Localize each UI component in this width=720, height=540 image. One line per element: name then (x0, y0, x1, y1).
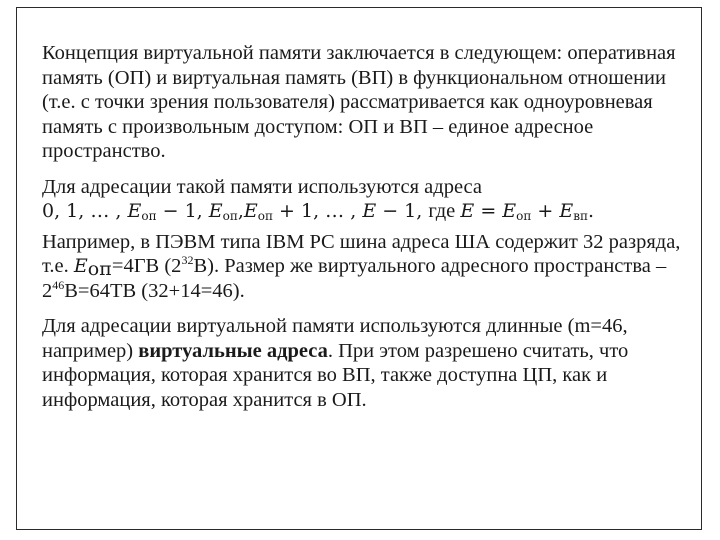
virtual-addresses-term: виртуальные адреса (138, 339, 328, 362)
formula-sub-op: оп (141, 209, 157, 223)
formula-E: E (362, 200, 377, 222)
formula-sub-op: оп (87, 258, 112, 280)
example-text-c: В). Размер же виртуального адресного пространства – 2 (42, 255, 667, 302)
formula-E: E (460, 200, 475, 222)
formula-sub-op: оп (222, 209, 238, 223)
formula-minus-one: − 1, (156, 200, 209, 222)
address-formula: 0, 1, … , $E_{оп} - 1$, $E_{оп},E_{оп} + 1$, … , E − 1, где $E = E_{оп} + E_{вп}$. (42, 200, 595, 223)
formula-E: E (208, 200, 223, 222)
paragraph-virtual-memory-concept: Концепция виртуальной памяти заключается в следующем: оперативная память (ОП) и виртуальная память (ВП) в функциональном отношении (т.е. с точки зрения пользователя) рассматривается как одноуровневая память с произвольным доступом: ОП и ВП – единое адресное пространство. (42, 42, 676, 162)
formula-sub-op: оп (257, 209, 274, 223)
virtual-addr-text-a: Для адресации виртуальной памяти используются длинные (m=46, например) (42, 315, 628, 362)
formula-E: E (127, 200, 142, 222)
formula-eq: = (474, 200, 503, 222)
virtual-addr-text-b: . При этом разрешено считать, что информация, которая хранится во ВП, также доступна ЦП, как и информация, которая хранится в ОП. (42, 339, 629, 411)
formula-end: . (588, 200, 595, 222)
exponent-32: 32 (181, 253, 194, 267)
paragraph-ibm-pc-example (42, 230, 692, 304)
exponent-46: 46 (52, 277, 65, 292)
formula-E: E (243, 200, 258, 222)
example-text-d: В=64ТВ (32+14=46). (64, 279, 245, 302)
paragraph-virtual-addresses (42, 314, 692, 412)
formula-seq-start: 0, 1, … , (42, 200, 128, 222)
paragraph-addressing (42, 175, 692, 224)
formula-plus: + (531, 200, 560, 222)
formula-gde: где (428, 200, 461, 222)
example-text-b: =4ГВ (2 (111, 255, 182, 277)
formula-E: E (559, 200, 574, 222)
slide-text (42, 41, 692, 423)
formula-sub-op: оп (516, 209, 532, 223)
formula-sub-vp: вп (573, 209, 589, 223)
formula-minus-one: − 1, (376, 200, 429, 222)
formula-E: E (73, 255, 88, 277)
example-text-a: Например, в ПЭВМ типа IBM PC шина адреса ША содержит 32 разряда, т.е. (42, 230, 681, 277)
formula-E: E (502, 200, 517, 222)
formula-plus-one: + 1, … , (273, 200, 363, 222)
addressing-intro: Для адресации такой памяти используются адреса (42, 175, 482, 198)
